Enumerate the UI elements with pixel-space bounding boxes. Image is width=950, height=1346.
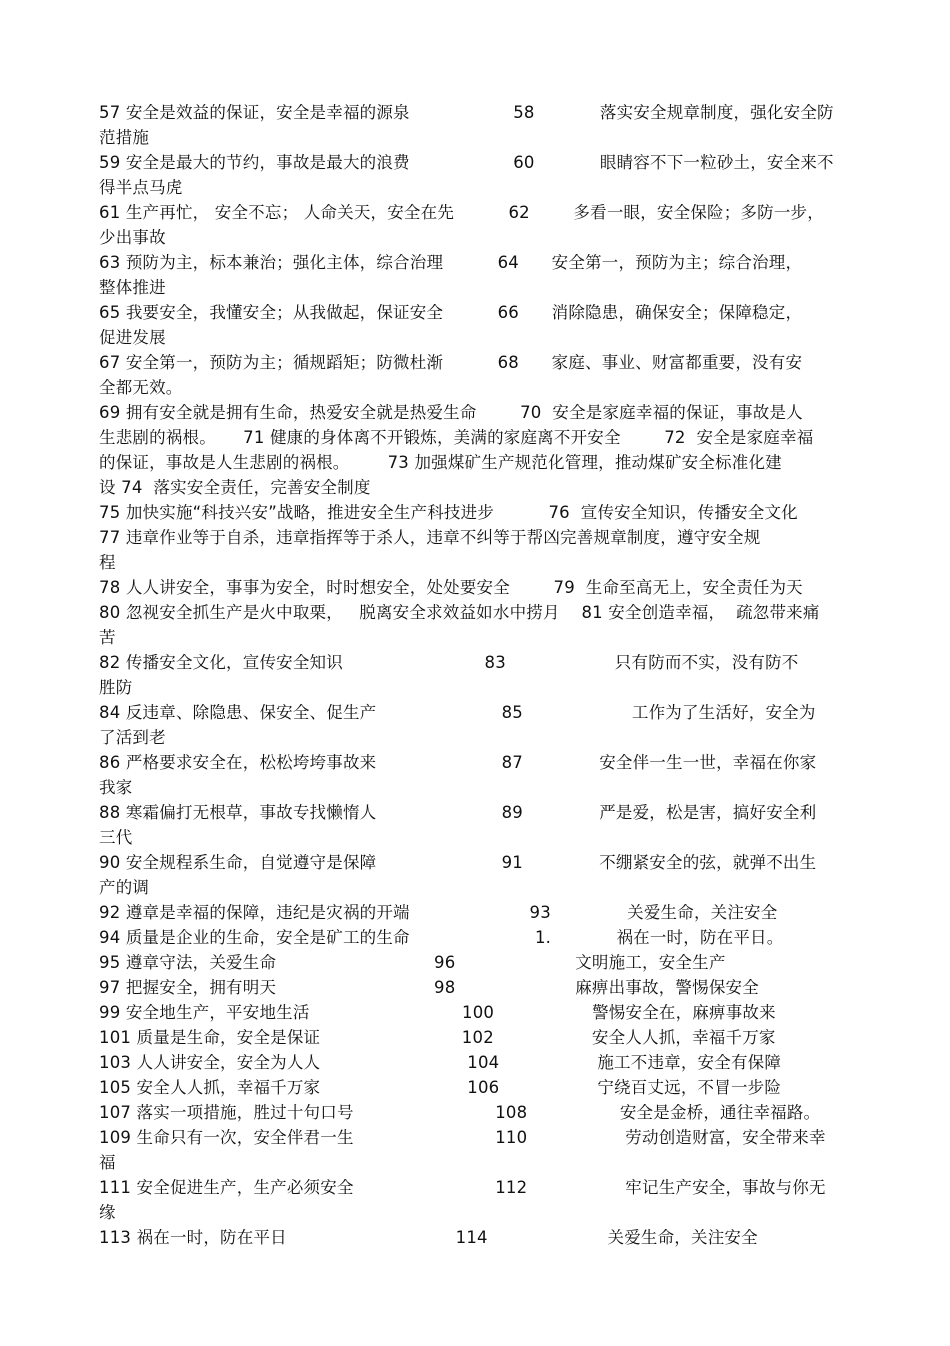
text-line: 77 违章作业等于自杀，违章指挥等于杀人，违章不纠等于帮凶完善规章制度，遵守安全规 [99,528,761,547]
text-line: 苦 [99,628,116,647]
text-line: 84 反违章、除隐患、保安全、促生产 85 工作为了生活好，安全为 [99,703,816,722]
text-line: 整体推进 [99,278,166,297]
text-line: 92 遵章是幸福的保障，违纪是灾祸的开端 93 关爱生命，关注安全 [99,903,778,922]
text-line: 86 严格要求安全在，松松垮垮事故来 87 安全伴一生一世，幸福在你家 [99,753,817,772]
text-line: 全都无效。 [99,378,183,397]
text-line: 94 质量是企业的生命，安全是矿工的生命 1. 祸在一时，防在平日。 [99,928,784,947]
text-line: 80 忽视安全抓生产是火中取栗， 脱离安全求效益如水中捞月 81 安全创造幸福， 疏忽带来痛 [99,603,820,622]
text-line: 63 预防为主，标本兼治；强化主体，综合治理 64 安全第一，预防为主；综合治理， [99,253,803,272]
text-line: 福 [99,1153,116,1172]
text-line: 78 人人讲安全，事事为安全，时时想安全，处处要安全 79 生命至高无上，安全责任为天 [99,578,803,597]
text-line: 设 74 落实安全责任，完善安全制度 [99,478,371,497]
text-line: 88 寒霜偏打无根草，事故专找懒惰人 89 严是爱，松是害，搞好安全利 [99,803,817,822]
text-line: 105 安全人人抓，幸福千万家 106 宁绕百丈远，不冒一步险 [99,1078,782,1097]
text-line: 范措施 [99,128,150,147]
text-line: 61 生产再忙， 安全不忘； 人命关天，安全在先 62 多看一眼，安全保险；多防一步， [99,203,824,222]
text-line: 113 祸在一时，防在平日 114 关爱生命，关注安全 [99,1228,758,1247]
text-line: 三代 [99,828,133,847]
text-line: 90 安全规程系生命，自觉遵守是保障 91 不绷紧安全的弦，就弹不出生 [99,853,817,872]
text-line: 69 拥有安全就是拥有生命，热爱安全就是热爱生命 70 安全是家庭幸福的保证，事故是人 [99,403,803,422]
text-line: 65 我要安全，我懂安全；从我做起，保证安全 66 消除隐患，确保安全；保障稳定， [99,303,803,322]
text-line: 程 [99,553,116,572]
text-line: 99 安全地生产，平安地生活 100 警惕安全在，麻痹事故来 [99,1003,776,1022]
text-line: 产的调 [99,878,150,897]
text-line: 107 落实一项措施，胜过十句口号 108 安全是金桥，通往幸福路。 [99,1103,821,1122]
text-line: 57 安全是效益的保证，安全是幸福的源泉 58 落实安全规章制度，强化安全防 [99,103,834,122]
text-line: 101 质量是生命，安全是保证 102 安全人人抓，幸福千万家 [99,1028,776,1047]
text-line: 75 加快实施“科技兴安”战略，推进安全生产科技进步 76 宣传安全知识，传播安全文化 [99,503,798,522]
text-line: 生悲剧的祸根。 71 健康的身体离不开锻炼，美满的家庭离不开安全 72 安全是家庭幸福 [99,428,814,447]
text-line: 胜防 [99,678,133,697]
text-line: 67 安全第一，预防为主；循规蹈矩；防微杜渐 68 家庭、事业、财富都重要，没有安 [99,353,803,372]
text-line: 我家 [99,778,133,797]
text-line: 促进发展 [99,328,166,347]
text-line: 95 遵章守法，关爱生命 96 文明施工，安全生产 [99,953,726,972]
text-line: 103 人人讲安全，安全为人人 104 施工不违章，安全有保障 [99,1053,782,1072]
text-line: 82 传播安全文化，宣传安全知识 83 只有防而不实，没有防不 [99,653,799,672]
text-line: 59 安全是最大的节约，事故是最大的浪费 60 眼睛容不下一粒砂土，安全来不 [99,153,834,172]
text-line: 缘 [99,1203,116,1222]
text-line: 111 安全促进生产，生产必须安全 112 牢记生产安全，事故与你无 [99,1178,826,1197]
text-line: 的保证，事故是人生悲剧的祸根。 73 加强煤矿生产规范化管理，推动煤矿安全标准化建 [99,453,782,472]
text-line: 得半点马虎 [99,178,183,197]
text-line: 少出事故 [99,228,166,247]
text-line: 97 把握安全，拥有明天 98 麻痹出事故，警惕保安全 [99,978,759,997]
text-line: 了活到老 [99,728,166,747]
text-line: 109 生命只有一次，安全伴君一生 110 劳动创造财富，安全带来幸 [99,1128,826,1147]
